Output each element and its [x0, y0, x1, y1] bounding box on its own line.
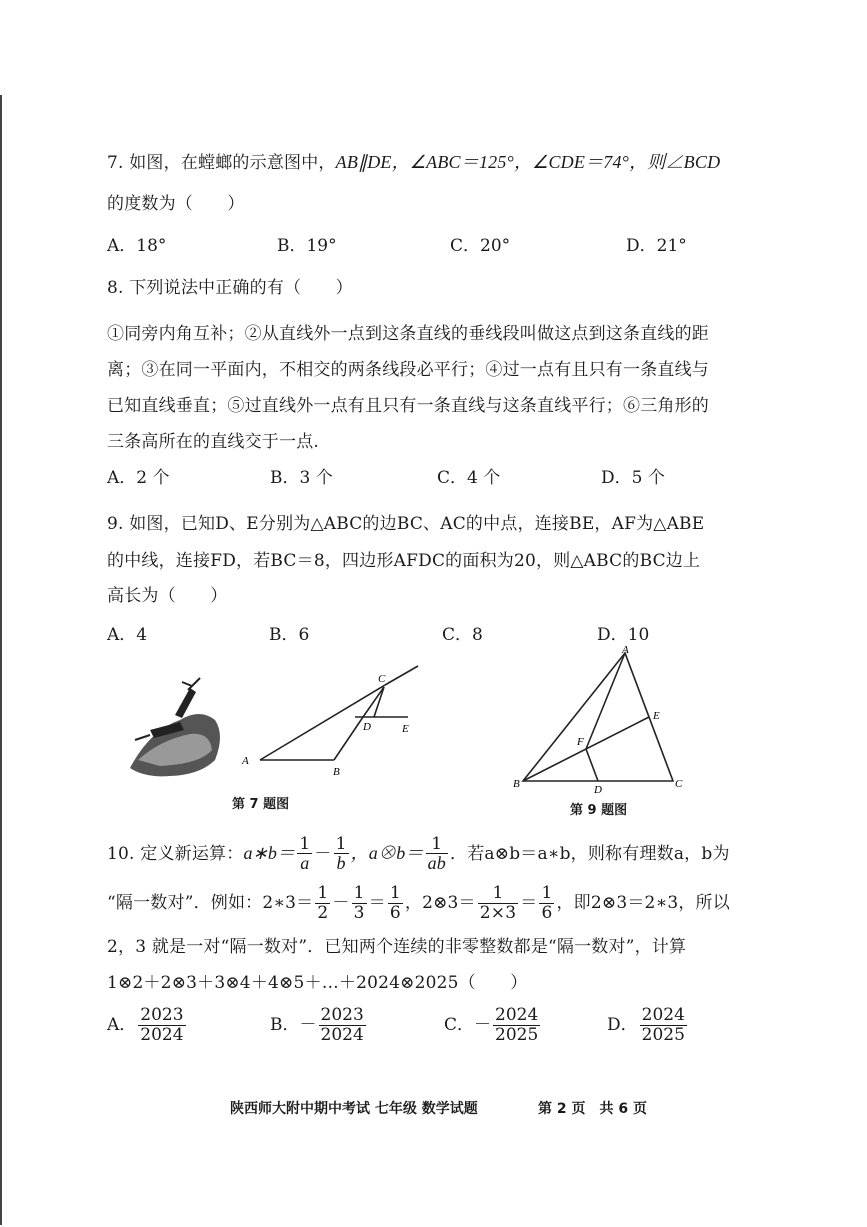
fig9-label-e: E [653, 710, 660, 722]
q10-option-a: A． $\frac{2023}{2024}$ [107, 1005, 184, 1045]
q10-options [107, 1000, 727, 1050]
q8-line-1: ①同旁内角互补；②从直线外一点到这条直线的垂线段叫做这点到这条直线的距 [107, 324, 709, 344]
q8-options [107, 463, 727, 489]
frac-1-over-2x3: $\frac{1}{2\times 3}$ [479, 883, 517, 923]
fig9-label-b: B [513, 778, 520, 790]
q9-option-c: C．8 [442, 625, 483, 645]
fig7-label-c: C [378, 673, 386, 685]
mantis-illustration [130, 678, 220, 776]
frac-1-over-3: $\frac{1}{3}$ [353, 883, 365, 923]
q7-option-a: A．18° [107, 236, 167, 256]
fig7-label-a: A [242, 755, 249, 767]
line-b-to-d [334, 717, 363, 760]
q8-stem: 8. 下列说法中正确的有（ ） [107, 278, 353, 298]
q10-option-b: B．－ $\frac{2023}{2024}$ [270, 1005, 364, 1045]
fig9-label-a: A [622, 645, 629, 656]
frac-1-over-ab: $\frac{1}{ab}$ [427, 833, 447, 874]
fig7-label-d: D [363, 721, 371, 733]
q8-line-4: 三条高所在的直线交于一点. [107, 432, 320, 452]
footer-exam-title: 陕西师大附中期中考试 七年级 数学试题 [230, 1101, 478, 1117]
frac-1-over-a: $\frac{1}{a}$ [299, 833, 311, 874]
q9-option-a: A．4 [107, 625, 148, 645]
line-af [586, 653, 625, 749]
q10-line2: “隔一数对”．例如：2∗3＝ $\frac{1}{2}$ － $\frac{1}{3}$ ＝ $\frac{1}{6}$ ，2⊗3＝ $\frac{1}{2\times 3}$ ＝ $\frac{1}{6}$ ，即2⊗3＝2∗3，所以 [107, 883, 730, 923]
fig9-label-c: C [675, 778, 683, 790]
q9-option-d: D．10 [597, 625, 650, 645]
q10-line1: 10. 定义新运算：a∗b＝ $\frac{1}{a}$ － $\frac{1}{b}$ ，a⊗b＝ $\frac{1}{ab}$ ．若a⊗b＝a∗b，则称有理数a，b为 [107, 833, 730, 874]
triangle-abc [523, 653, 673, 781]
q10-line4: 1⊗2＋2⊗3＋3⊗4＋4⊗5＋…＋2024⊗2025（ ） [107, 973, 528, 993]
q10-line3: 2，3 就是一对“隔一数对”．已知两个连续的非零整数都是“隔一数对”，计算 [107, 937, 687, 957]
q9-stem-line3: 高长为（ ） [107, 586, 228, 606]
fig7-label-b: B [333, 766, 340, 778]
q7-option-d: D．21° [626, 236, 687, 256]
footer-page-number: 第 2 页 共 6 页 [538, 1101, 647, 1117]
line-c-extension [385, 666, 418, 685]
q7-option-c: C．20° [450, 236, 511, 256]
q7-figure [120, 660, 430, 790]
q9-stem-line2: 的中线，连接FD，若BC＝8，四边形AFDC的面积为20，则△ABC的BC边上 [107, 551, 701, 571]
q7-stem-line1: 7. 如图，在螳螂的示意图中，AB∥DE，∠ABC＝125°，∠CDE＝74°，则∠BCD [107, 152, 721, 173]
q8-line-3: 已知直线垂直；⑤过直线外一点有且只有一条直线与这条直线平行；⑥三角形的 [107, 396, 709, 416]
line-fd [586, 749, 598, 781]
q10-option-c: C．－ $\frac{2024}{2025}$ [444, 1005, 539, 1045]
q7-option-b: B．19° [277, 236, 337, 256]
q7-caption: 第 7 题图 [232, 797, 290, 812]
q7-options [107, 231, 727, 257]
q9-figure [505, 645, 695, 795]
frac-1-over-2: $\frac{1}{2}$ [317, 883, 329, 923]
q8-option-b: B．3 个 [270, 468, 333, 488]
q9-option-b: B．6 [269, 625, 310, 645]
fig9-label-f: F [577, 736, 584, 748]
q9-caption: 第 9 题图 [570, 803, 628, 818]
frac-1-over-b: $\frac{1}{b}$ [335, 833, 347, 874]
q8-line-2: 离；③在同一平面内，不相交的两条线段必平行；④过一点有且只有一条直线与 [107, 360, 709, 380]
q10-option-d: D． $\frac{2024}{2025}$ [607, 1005, 685, 1045]
q7-stem-line2: 的度数为（ ） [107, 194, 245, 214]
q9-stem-line1: 9. 如图，已知D、E分别为△ABC的边BC、AC的中点，连接BE，AF为△ABE [107, 514, 705, 534]
q7-math: AB∥DE，∠ABC＝125°，∠CDE＝74°，则∠BCD [335, 152, 721, 172]
frac-1-over-6-b: $\frac{1}{6}$ [541, 883, 553, 923]
q8-option-a: A．2 个 [107, 468, 170, 488]
frac-1-over-6-a: $\frac{1}{6}$ [389, 883, 401, 923]
q8-option-d: D．5 个 [601, 468, 665, 488]
q8-option-c: C．4 个 [437, 468, 501, 488]
fig9-label-d: D [594, 784, 602, 795]
q9-options [107, 620, 727, 646]
scan-edge [0, 95, 2, 1225]
fig7-label-e: E [402, 723, 409, 735]
